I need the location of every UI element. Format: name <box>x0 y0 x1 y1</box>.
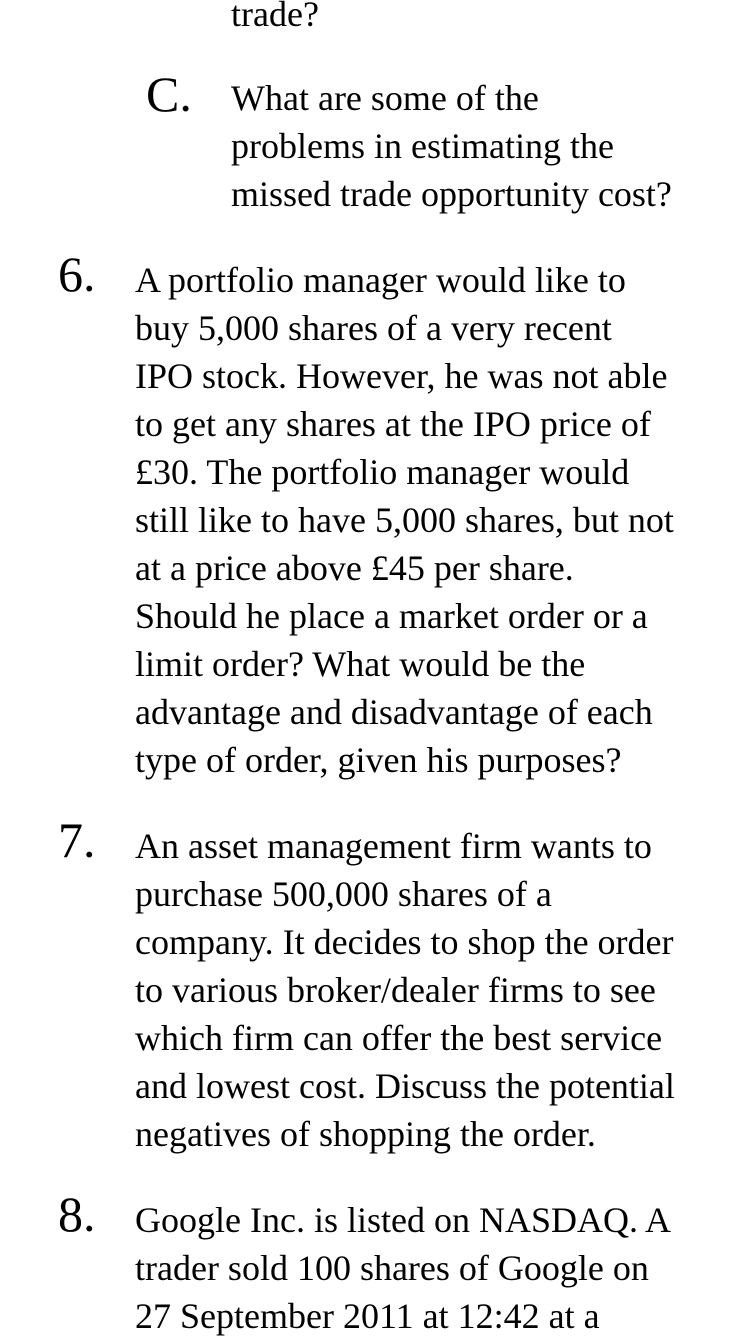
question-6-line: to get any shares at the IPO price of <box>135 404 651 444</box>
question-6-line: Should he place a market order or a <box>135 596 648 636</box>
question-6-line: at a price above £45 per share. <box>135 548 574 588</box>
question-8-line: 27 September 2011 at 12:42 at a <box>135 1296 600 1336</box>
question-6-line: buy 5,000 shares of a very recent <box>135 308 612 348</box>
question-7-number: 7. <box>58 812 96 868</box>
previous-question-tail: trade? <box>231 0 319 34</box>
question-8-number: 8. <box>58 1186 96 1242</box>
question-6-number: 6. <box>58 246 96 302</box>
sub-question-c-line: problems in estimating the <box>231 126 614 166</box>
question-6-line: limit order? What would be the <box>135 644 586 684</box>
question-8-line: Google Inc. is listed on NASDAQ. A <box>135 1200 671 1240</box>
sub-question-c-line: missed trade opportunity cost? <box>231 174 672 214</box>
question-6-line: type of order, given his purposes? <box>135 740 622 780</box>
question-6-line: £30. The portfolio manager would <box>135 452 630 492</box>
sub-question-c-line: What are some of the <box>231 78 539 118</box>
question-8-line: trader sold 100 shares of Google on <box>135 1248 649 1288</box>
question-7-line: and lowest cost. Discuss the potential <box>135 1066 675 1106</box>
question-7-line: purchase 500,000 shares of a <box>135 874 552 914</box>
question-6-line: still like to have 5,000 shares, but not <box>135 500 674 540</box>
question-6-line: advantage and disadvantage of each <box>135 692 653 732</box>
question-6-line: A portfolio manager would like to <box>135 260 626 300</box>
question-6-line: IPO stock. However, he was not able <box>135 356 668 396</box>
question-7-line: to various broker/dealer firms to see <box>135 970 656 1010</box>
question-7-line: company. It decides to shop the order <box>135 922 674 962</box>
question-7-line: An asset management firm wants to <box>135 826 652 866</box>
question-7-line: which firm can offer the best service <box>135 1018 663 1058</box>
sub-question-c-marker: C. <box>146 66 192 122</box>
question-7-line: negatives of shopping the order. <box>135 1114 596 1154</box>
